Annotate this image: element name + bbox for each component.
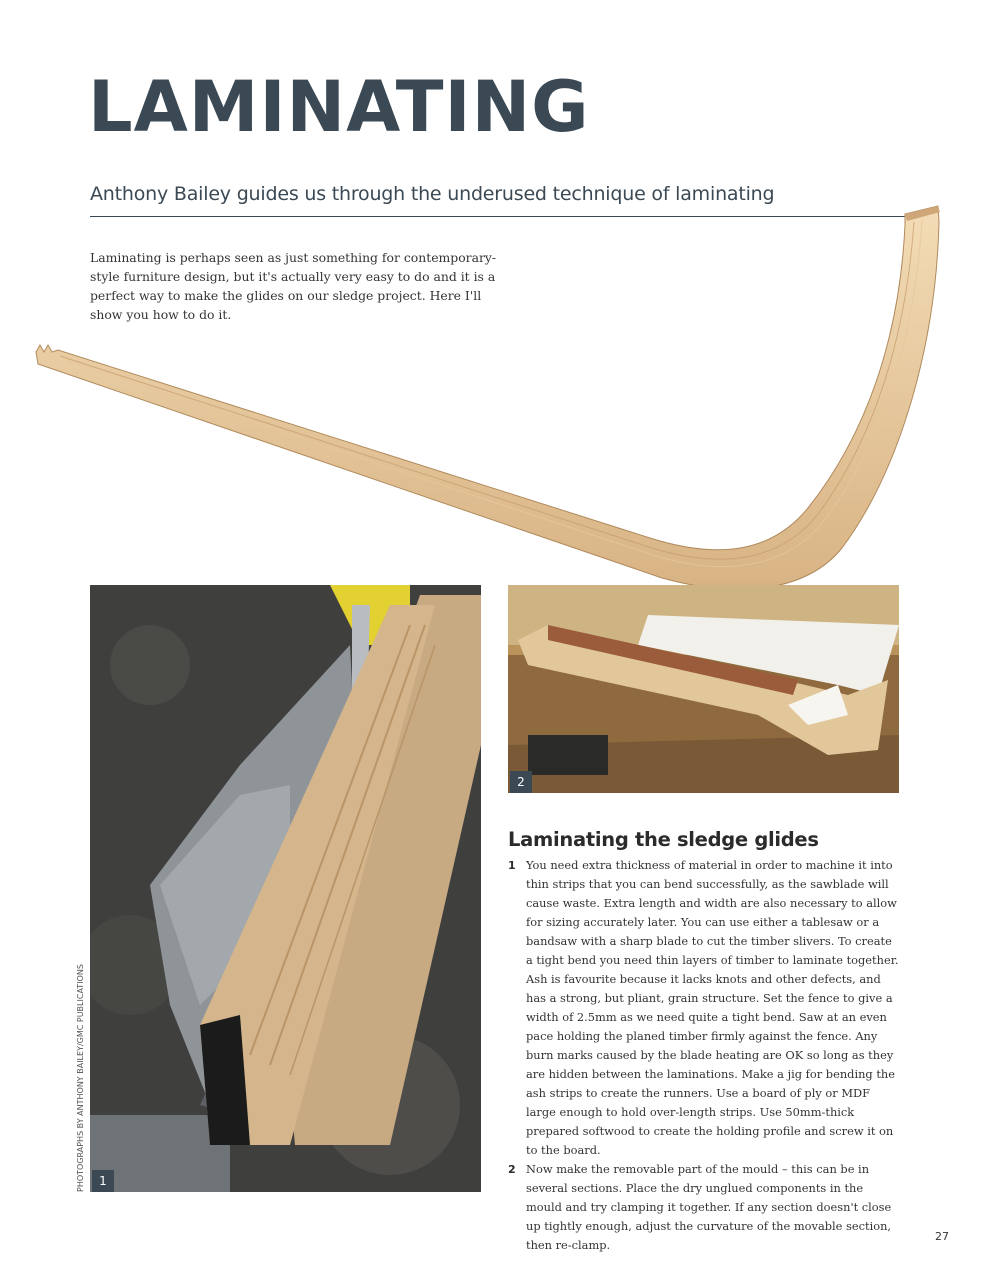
- laminated-glide-illustration: [0, 0, 988, 600]
- photo-1-number: 1: [92, 1170, 114, 1192]
- page-number: 27: [935, 1230, 949, 1243]
- photo-bending-jig: [508, 585, 899, 793]
- step-number: 2: [508, 1163, 516, 1176]
- step-text: You need extra thickness of material in order to machine it into thin strips that you can bend successfully, as the sawblade will cause waste. Extra length and width are also necessary to allow for sizing accurately later. You can use either a tablesaw or a bandsaw with a sharp blade to cut the timber slivers. To create a tight bend you need thin layers of timber to laminate together. Ash is favourite because it lacks knots and other defects, and has a strong, but pliant, grain structure. Set the fence to give a width of 2.5mm as we need quite a tight bend. Saw at an even pace holding the planed timber firmly against the fence. Any burn marks caused by the blade heating are OK so long as they are hidden between the laminations. Make a jig for bending the ash strips to create the runners. Use a board of ply or MDF large enough to hold over-length strips. Use 50mm-thick prepared softwood to create the holding profile and screw it on to the board.: [526, 858, 899, 1157]
- step-number: 1: [508, 859, 516, 872]
- photo-2-number: 2: [510, 771, 532, 793]
- steps-list: [508, 856, 900, 1255]
- intro-paragraph: Laminating is perhaps seen as just something for contemporary-style furniture design, but it's actually very easy to do and it is a perfect way to make the glides on our sledge project. Here I'll show you how to do it.: [90, 250, 497, 322]
- step-text: Now make the removable part of the mould – this can be in several sections. Place the dry unglued components in the mould and try clamping it together. If any section doesn't close up tightly enough, adjust the curvature of the movable section, then re-clamp.: [526, 1162, 892, 1252]
- photo-bandsaw-cutting: [90, 585, 481, 1192]
- photo-credit: PHOTOGRAPHS BY ANTHONY BAILEY/GMC PUBLICATIONS: [76, 964, 85, 1192]
- article-title: LAMINATING: [88, 66, 590, 148]
- step-item: [508, 856, 900, 1160]
- section-heading: Laminating the sledge glides: [508, 828, 819, 851]
- step-item: [508, 1160, 900, 1255]
- article-subtitle: Anthony Bailey guides us through the underused technique of laminating: [90, 183, 775, 205]
